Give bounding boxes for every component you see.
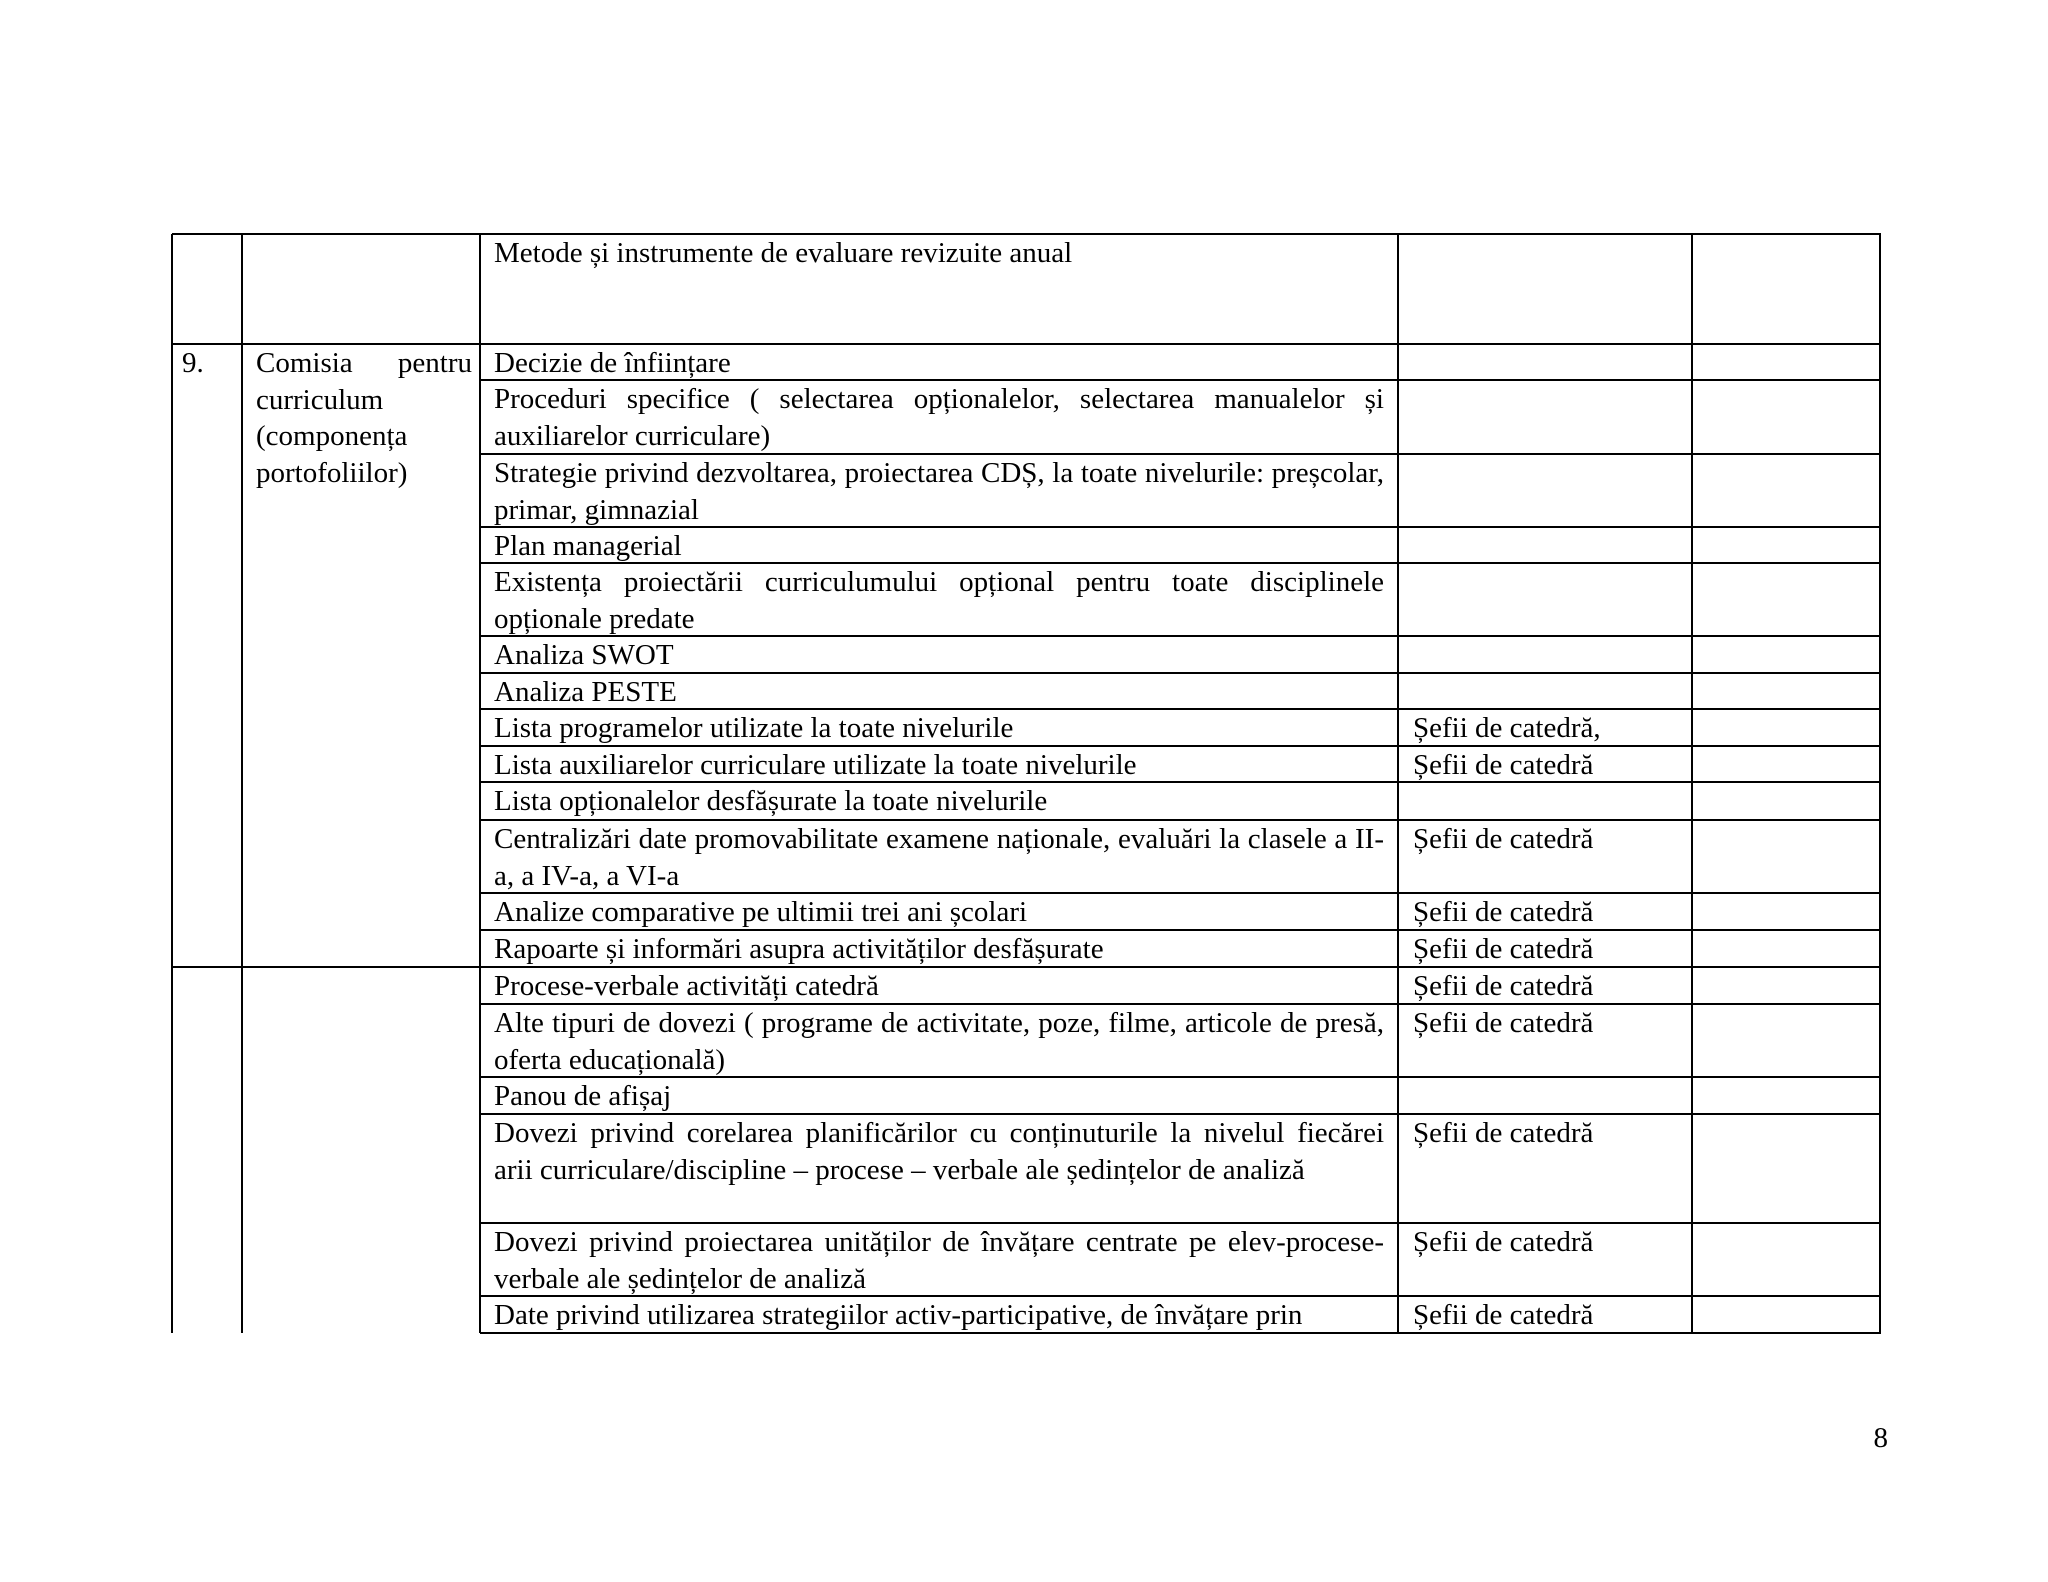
table-cell-responsible: Șefii de catedră bbox=[1413, 1007, 1594, 1039]
table-rule-vertical bbox=[241, 234, 243, 1333]
table-cell-item: Strategie privind dezvoltarea, proiectarea CDȘ, la toate nivelurile: preșcolar, primar, gimnazial bbox=[494, 457, 1384, 526]
table-cell-notes bbox=[1693, 455, 1879, 526]
table-cell-item: Date privind utilizarea strategiilor activ-participative, de învățare prin bbox=[494, 1299, 1303, 1331]
table-cell-responsible: Șefii de catedră bbox=[1413, 970, 1594, 1002]
table-cell-item: Panou de afișaj bbox=[494, 1080, 672, 1112]
table-rule-horizontal bbox=[172, 966, 481, 968]
table-cell-item: Dovezi privind proiectarea unităților de învățare centrate pe elev-procese-verbale ale ședințelor de analiză bbox=[494, 1226, 1384, 1295]
table-cell-notes bbox=[1693, 1078, 1879, 1113]
commission-name: Comisia pentru curriculum (componența portofoliilor) bbox=[256, 347, 472, 489]
table-cell-notes bbox=[1693, 783, 1879, 819]
table-cell-notes bbox=[1693, 931, 1879, 966]
table-cell-notes bbox=[1693, 381, 1879, 453]
table-cell-item: Procese-verbale activități catedră bbox=[494, 970, 879, 1002]
table-cell-item: Analiza SWOT bbox=[494, 639, 674, 671]
table-cell-notes bbox=[1693, 674, 1879, 708]
table-cell-notes bbox=[1693, 1005, 1879, 1076]
table-cell-item: Lista programelor utilizate la toate nivelurile bbox=[494, 712, 1014, 744]
table-cell-item: Analize comparative pe ultimii trei ani școlari bbox=[494, 896, 1028, 928]
table-rule-vertical bbox=[479, 234, 481, 1333]
table-cell-item: Existența proiectării curriculumului opțional pentru toate disciplinele opționale predate bbox=[494, 566, 1384, 635]
table-cell-item: Centralizări date promovabilitate examene naționale, evaluări la clasele a II-a, a IV-a, a VI-a bbox=[494, 823, 1384, 892]
table-rule-horizontal bbox=[172, 233, 481, 235]
table-rule-vertical bbox=[1397, 234, 1399, 1333]
table-cell-notes bbox=[1693, 235, 1879, 343]
table-rule-vertical bbox=[171, 234, 173, 1333]
table-cell-responsible bbox=[1413, 674, 1683, 710]
table-cell-responsible: Șefii de catedră bbox=[1413, 1117, 1594, 1149]
table-cell-responsible: Șefii de catedră bbox=[1413, 1299, 1594, 1331]
table-cell-notes bbox=[1693, 564, 1879, 635]
table-cell-item: Lista opționalelor desfășurate la toate nivelurile bbox=[494, 785, 1048, 817]
table-cell-item: Lista auxiliarelor curriculare utilizate la toate nivelurile bbox=[494, 749, 1137, 781]
table-cell-responsible bbox=[1413, 528, 1683, 564]
table-cell-responsible bbox=[1413, 381, 1683, 455]
table-cell-notes bbox=[1693, 1115, 1879, 1222]
table-cell-item: Rapoarte și informări asupra activităților desfășurate bbox=[494, 933, 1104, 965]
table-cell-responsible: Șefii de catedră bbox=[1413, 1226, 1594, 1258]
table-cell-item: Plan managerial bbox=[494, 530, 682, 562]
table-cell-responsible bbox=[1413, 637, 1683, 674]
table-cell-notes bbox=[1693, 710, 1879, 745]
table-cell-notes bbox=[1693, 345, 1879, 379]
table-cell-responsible: Șefii de catedră bbox=[1413, 933, 1594, 965]
table-cell-item: Alte tipuri de dovezi ( programe de activitate, poze, filme, articole de presă, oferta educațională) bbox=[494, 1007, 1384, 1076]
table-cell-responsible bbox=[1413, 455, 1683, 528]
table-cell-responsible bbox=[1413, 1078, 1683, 1115]
table-cell-notes bbox=[1693, 821, 1879, 892]
table-cell-responsible: Șefii de catedră bbox=[1413, 896, 1594, 928]
table-cell-responsible bbox=[1413, 783, 1683, 821]
table-cell-responsible: Șefii de catedră bbox=[1413, 823, 1594, 855]
table-cell-responsible: Șefii de catedră, bbox=[1413, 712, 1601, 744]
table-cell-notes bbox=[1693, 1297, 1879, 1332]
page-number: 8 bbox=[1873, 1422, 1888, 1454]
table-cell-responsible: Șefii de catedră bbox=[1413, 749, 1594, 781]
table-cell-notes bbox=[1693, 747, 1879, 781]
table-cell-responsible bbox=[1413, 235, 1683, 345]
table-cell-notes bbox=[1693, 1224, 1879, 1295]
table-cell-notes bbox=[1693, 894, 1879, 929]
table-cell-item: Analiza PESTE bbox=[494, 676, 677, 708]
table-cell-item: Metode și instrumente de evaluare revizuite anual bbox=[494, 237, 1073, 269]
table-cell-item: Proceduri specifice ( selectarea opționalelor, selectarea manualelor și auxiliarelor curriculare) bbox=[494, 383, 1384, 452]
table-cell-notes bbox=[1693, 528, 1879, 562]
table-cell-item: Decizie de înființare bbox=[494, 347, 731, 379]
section-number: 9. bbox=[182, 347, 204, 379]
table-cell-notes bbox=[1693, 637, 1879, 672]
table-cell-responsible bbox=[1413, 564, 1683, 637]
table-rule-vertical bbox=[1879, 234, 1881, 1333]
table-cell-responsible bbox=[1413, 345, 1683, 381]
table-cell-notes bbox=[1693, 968, 1879, 1003]
table-cell-item: Dovezi privind corelarea planificărilor cu conținuturile la nivelul fiecărei arii curriculare/discipline – procese – verbale ale ședințelor de analiză bbox=[494, 1117, 1384, 1186]
